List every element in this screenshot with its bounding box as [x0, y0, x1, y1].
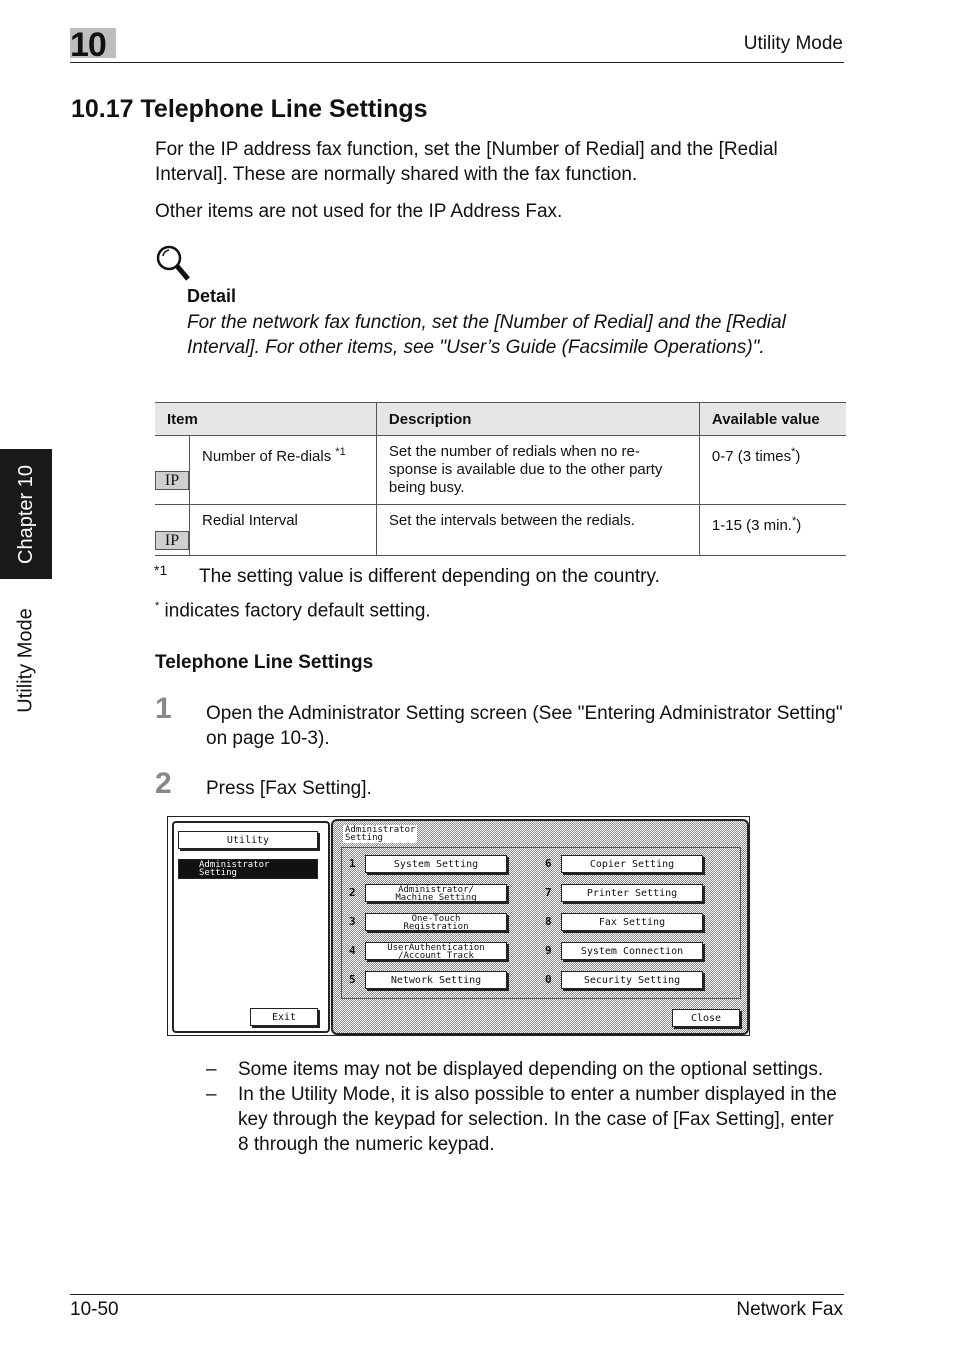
panel-right-pane	[331, 819, 749, 1035]
key-number: 7	[545, 886, 552, 899]
chapter-number: 10	[70, 26, 106, 64]
step-number: 2	[155, 767, 172, 800]
admin-line-2: Setting	[199, 868, 237, 878]
list-dash: –	[206, 1084, 217, 1105]
magnifier-icon	[155, 244, 191, 282]
copier-setting-button[interactable]: Copier Setting	[561, 855, 703, 873]
fax-setting-button[interactable]: Fax Setting	[561, 913, 703, 931]
header-available-value: Available value	[699, 403, 846, 436]
item-cell: Redial Interval	[190, 505, 377, 556]
running-header: Utility Mode	[743, 33, 843, 54]
admin-line-1: Administrator	[199, 860, 270, 870]
value-cell	[699, 505, 846, 556]
panel-title-line-1: Administrator	[345, 825, 416, 835]
header-rule	[70, 62, 844, 63]
user-authentication-button[interactable]	[365, 942, 507, 960]
key-number: 5	[349, 973, 356, 986]
network-setting-button[interactable]: Network Setting	[365, 971, 507, 989]
security-setting-button[interactable]: Security Setting	[561, 971, 703, 989]
default-note-text: indicates factory default setting.	[159, 600, 431, 622]
header-description: Description	[376, 403, 699, 436]
item-name: Number of Re-dials	[202, 448, 332, 465]
description-cell: Set the intervals between the redials.	[376, 505, 699, 556]
key-number: 9	[545, 944, 552, 957]
header-item: Item	[155, 403, 376, 436]
exit-button[interactable]: Exit	[250, 1008, 318, 1026]
item-cell	[190, 436, 377, 505]
value-text: 0-7 (3 times	[711, 448, 792, 465]
administrator-setting-button[interactable]	[178, 859, 318, 879]
default-mark: *	[791, 515, 797, 527]
panel-title	[343, 825, 417, 843]
key-number: 6	[545, 857, 552, 870]
list-item-text: In the Utility Mode, it is also possible to enter a number displayed in the key through the keypad for selection. In the case of [Fax Setting], enter 8 through the numeric keypad.	[238, 1084, 837, 1155]
footer-title: Network Fax	[736, 1299, 843, 1320]
section-tab-label: Utility Mode	[14, 607, 37, 713]
chapter-tab-label-wrap	[0, 449, 52, 579]
section-tab-label-wrap	[0, 580, 52, 740]
detail-heading: Detail	[187, 286, 237, 306]
ip-badge-cell	[155, 436, 190, 505]
footer-rule	[70, 1294, 844, 1295]
step-number: 1	[155, 692, 172, 725]
note-list	[206, 1057, 846, 1157]
default-note-mark: *	[155, 600, 160, 612]
value-end: )	[796, 517, 802, 534]
key-line-2: Machine Setting	[395, 893, 477, 903]
key-line-1: One-Touch	[411, 914, 461, 924]
list-item	[206, 1082, 846, 1157]
detail-text: For the network fax function, set the [Number of Redial] and the [Redial Interval]. For other items, see "User’s Guide (Facsimile Operations)".	[187, 312, 786, 358]
page-number: 10-50	[70, 1299, 119, 1320]
footnote-text: The setting value is different depending on the country.	[199, 566, 660, 587]
key-number: 8	[545, 915, 552, 928]
default-note	[155, 600, 431, 622]
settings-table	[155, 402, 846, 556]
list-item	[206, 1057, 846, 1082]
footnote-mark: *1	[154, 562, 168, 578]
note-paragraph: Other items are not used for the IP Address Fax.	[155, 201, 563, 222]
item-footnote-mark: *1	[335, 446, 346, 458]
ip-badge-cell	[155, 505, 190, 556]
key-number: 2	[349, 886, 356, 899]
key-line-2: /Account Track	[398, 951, 474, 961]
ip-badge: IP	[155, 471, 189, 490]
close-button[interactable]: Close	[672, 1009, 740, 1027]
procedure-heading: Telephone Line Settings	[155, 652, 374, 673]
list-item-text: Some items may not be displayed depending on the optional settings.	[238, 1059, 824, 1080]
list-dash: –	[206, 1059, 217, 1080]
control-panel-screenshot	[167, 816, 750, 1036]
ip-badge: IP	[155, 531, 189, 550]
panel-title-line-2: Setting	[345, 833, 383, 843]
value-cell	[699, 436, 846, 505]
key-line-1: Administrator/	[398, 885, 474, 895]
value-end: )	[795, 448, 801, 465]
table-row	[155, 436, 846, 505]
key-line-1: UserAuthentication	[387, 943, 485, 953]
step-text: Press [Fax Setting].	[206, 778, 372, 799]
key-number: 3	[349, 915, 356, 928]
key-number: 1	[349, 857, 356, 870]
description-cell: Set the number of redials when no re-sponse is available due to the other party being busy.	[376, 436, 699, 505]
one-touch-registration-button[interactable]	[365, 913, 507, 931]
chapter-tab-label: Chapter 10	[14, 464, 37, 564]
table-header-row	[155, 403, 846, 436]
step-text: Open the Administrator Setting screen (See "Entering Administrator Setting" on page 10-3).	[206, 703, 843, 749]
default-mark: *	[791, 446, 796, 458]
intro-paragraph: For the IP address fax function, set the [Number of Redial] and the [Redial Interval]. These are normally shared with the fax function.	[155, 139, 778, 185]
utility-button[interactable]: Utility	[178, 831, 318, 849]
value-text: 1-15 (3 min.	[711, 517, 792, 534]
table-row	[155, 505, 846, 556]
printer-setting-button[interactable]: Printer Setting	[561, 884, 703, 902]
system-setting-button[interactable]: System Setting	[365, 855, 507, 873]
system-connection-button[interactable]: System Connection	[561, 942, 703, 960]
key-number: 0	[545, 973, 552, 986]
panel-left-pane	[172, 821, 330, 1033]
administrator-machine-setting-button[interactable]	[365, 884, 507, 902]
key-number: 4	[349, 944, 356, 957]
key-line-2: Registration	[403, 922, 469, 932]
section-title: 10.17 Telephone Line Settings	[71, 95, 428, 123]
